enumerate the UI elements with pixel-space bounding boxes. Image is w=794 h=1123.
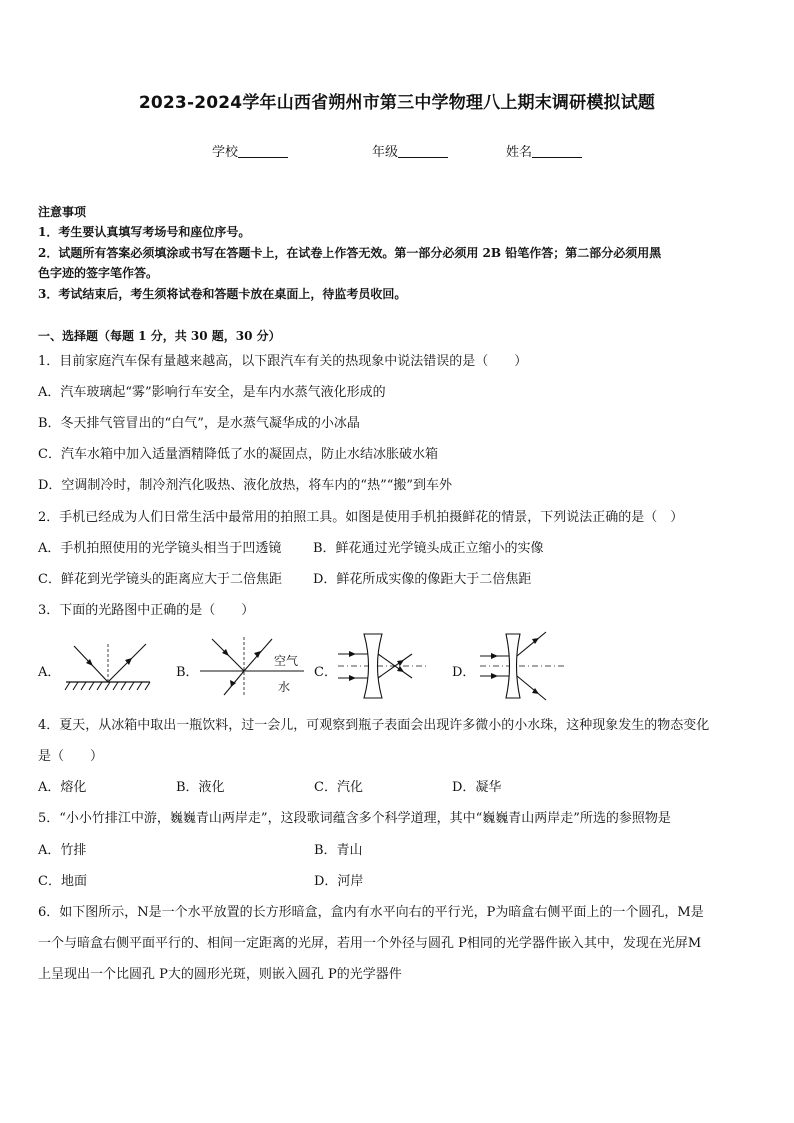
option-c[interactable]: C．鲜花到光学镜头的距离应大于二倍焦距 (38, 572, 282, 587)
option-b[interactable]: B．冬天排气管冒出的“白气”，是水蒸气凝华成的小冰晶 (38, 416, 360, 431)
grade-blank[interactable] (398, 143, 448, 158)
grade-label: 年级 (372, 145, 399, 160)
option-a[interactable]: A．竹排 (38, 843, 87, 858)
name-blank[interactable] (532, 143, 582, 158)
option-a[interactable]: A．手机拍照使用的光学镜头相当于凹透镜 (38, 541, 282, 556)
notice-item: 3．考试结束后，考生须将试卷和答题卡放在桌面上，待监考员收回。 (38, 287, 407, 301)
option-b[interactable]: B．青山 (314, 843, 363, 858)
option-c[interactable]: C．汽化 (314, 780, 363, 795)
name-label: 姓名 (506, 145, 533, 160)
option-d[interactable]: D．河岸 (314, 874, 364, 889)
diagram-a-label[interactable]: A． (38, 665, 61, 680)
question-stem: 3．下面的光路图中正确的是（ ） (38, 603, 255, 618)
notice-item: 2．试题所有答案必须填涂或书写在答题卡上，在试卷上作答无效。第一部分必须用 2B 铅笔作答；第二部分必须用黑 (38, 246, 662, 260)
water-label: 水 (278, 680, 291, 694)
diagram-c-label[interactable]: C． (314, 665, 337, 680)
question-stem: 4．夏天，从冰箱中取出一瓶饮料，过一会儿，可观察到瓶子表面会出现许多微小的小水珠，这种现象发生的物态变化 (38, 718, 710, 733)
school-blank[interactable] (238, 143, 288, 158)
option-c[interactable]: C．汽车水箱中加入适量酒精降低了水的凝固点，防止水结冰胀破水箱 (38, 447, 438, 462)
notice-item: 色字迹的签字笔作答。 (38, 266, 159, 280)
notice-heading: 注意事项 (38, 205, 87, 219)
question-stem: 1．目前家庭汽车保有量越来越高，以下跟汽车有关的热现象中说法错误的是（ ） (38, 354, 528, 369)
option-d[interactable]: D．凝华 (452, 780, 502, 795)
option-d[interactable]: D．空调制冷时，制冷剂汽化吸热、液化放热，将车内的“热”“搬”到车外 (38, 478, 453, 493)
notice-item: 1．考生要认真填写考场号和座位序号。 (38, 225, 251, 239)
page-title: 2023-2024学年山西省朔州市第三中学物理八上期末调研模拟试题 (138, 93, 656, 113)
question-stem-cont: 上呈现出一个比圆孔 P大的圆形光斑，则嵌入圆孔 P的光学器件 (38, 967, 402, 982)
name-field (506, 141, 582, 160)
grade-field (372, 141, 448, 160)
option-c[interactable]: C．地面 (38, 874, 87, 889)
diagram-a-reflection (62, 636, 154, 692)
school-label: 学校 (212, 145, 239, 160)
question-stem-cont: 一个与暗盒右侧平面平行的、相间一定距离的光屏，若用一个外径与圆孔 P相同的光学器件嵌入其中，发现在光屏M (38, 936, 702, 951)
diagram-b-label[interactable]: B． (176, 665, 199, 680)
school-field (212, 141, 288, 160)
option-b[interactable]: B．鲜花通过光学镜头成正立缩小的实像 (313, 541, 544, 556)
diagram-d-label[interactable]: D． (452, 665, 476, 680)
option-a[interactable]: A．汽车玻璃起“雾”影响行车安全，是车内水蒸气液化形成的 (38, 385, 386, 400)
diagram-b-refraction (198, 633, 306, 697)
question-stem: 2．手机已经成为人们日常生活中最常用的拍照工具。如图是使用手机拍摄鲜花的情景，下列说法正确的是（ ） (38, 510, 684, 525)
option-d[interactable]: D．鲜花所成实像的像距大于二倍焦距 (313, 572, 532, 587)
section-heading: 一、选择题（每题 1 分，共 30 题，30 分） (38, 329, 281, 343)
question-stem: 5．“小小竹排江中游，巍巍青山两岸走”，这段歌词蕴含多个科学道理，其中“巍巍青山两岸走”所选的参照物是 (38, 811, 671, 826)
question-stem-cont: 是（ ） (38, 749, 104, 764)
diagram-d-concave-lens (476, 626, 568, 702)
option-b[interactable]: B．液化 (176, 780, 225, 795)
diagram-c-concave-lens (334, 628, 430, 700)
option-a[interactable]: A．熔化 (38, 780, 87, 795)
air-label: 空气 (274, 654, 299, 668)
question-stem: 6．如下图所示，N是一个水平放置的长方形暗盒，盒内有水平向右的平行光，P为暗盒右侧平面上的一个圆孔，M是 (38, 905, 704, 920)
